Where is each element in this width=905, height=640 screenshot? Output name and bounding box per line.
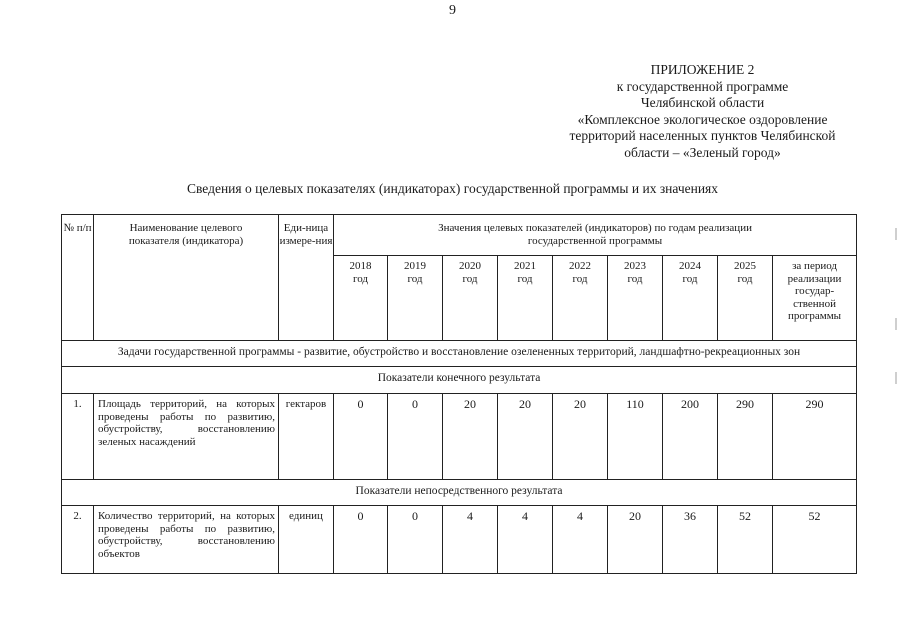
appendix-line: «Комплексное экологическое оздоровление bbox=[577, 111, 828, 127]
appendix-line: области – «Зеленый город» bbox=[624, 144, 781, 160]
row-value: 20 bbox=[553, 394, 608, 480]
header-name: Наименование целевого показателя (индикатора) bbox=[94, 215, 279, 341]
row-value: 36 bbox=[663, 506, 718, 574]
group-title: Показатели конечного результата bbox=[62, 367, 857, 394]
row-value-total: 52 bbox=[773, 506, 857, 574]
row-unit: единиц bbox=[279, 506, 334, 574]
table-row bbox=[62, 506, 857, 574]
scan-artifact bbox=[895, 372, 897, 384]
row-num: 2. bbox=[62, 506, 94, 574]
header-values-group: Значения целевых показателей (индикаторов) по годам реализации государственной программы bbox=[334, 215, 857, 256]
header-year: 2024 год bbox=[663, 256, 718, 341]
row-value: 290 bbox=[718, 394, 773, 480]
table-row bbox=[62, 394, 857, 480]
appendix-heading bbox=[500, 62, 905, 161]
appendix-line: Челябинской области bbox=[640, 95, 765, 110]
row-value: 52 bbox=[718, 506, 773, 574]
header-year: 2025 год bbox=[718, 256, 773, 341]
header-unit: Еди-ница измере-ния bbox=[279, 215, 334, 341]
row-value-total: 290 bbox=[773, 394, 857, 480]
scan-artifact bbox=[895, 318, 897, 330]
row-value: 0 bbox=[334, 394, 388, 480]
header-year: 2019 год bbox=[388, 256, 443, 341]
row-value: 20 bbox=[608, 506, 663, 574]
page-number: 9 bbox=[449, 3, 456, 18]
row-value: 20 bbox=[498, 394, 553, 480]
header-year: 2021 год bbox=[498, 256, 553, 341]
group-title: Показатели непосредственного результата bbox=[62, 480, 857, 506]
appendix-line: к государственной программе bbox=[616, 78, 789, 94]
header-row bbox=[62, 215, 857, 256]
indicators-table bbox=[61, 214, 857, 574]
header-total: за период реализации государ-ственной программы bbox=[773, 256, 857, 341]
row-name: Площадь территорий, на которых проведены работы по развитию, обустройству, восстановлению зеленых насаждений bbox=[94, 394, 279, 480]
group-row bbox=[62, 480, 857, 506]
row-num: 1. bbox=[62, 394, 94, 480]
header-year: 2018 год bbox=[334, 256, 388, 341]
section-row bbox=[62, 341, 857, 367]
header-year: 2022 год bbox=[553, 256, 608, 341]
row-value: 20 bbox=[443, 394, 498, 480]
header-year: 2020 год bbox=[443, 256, 498, 341]
row-value: 0 bbox=[388, 394, 443, 480]
row-name: Количество территорий, на которых проведены работы по развитию, обустройству, восстановлению объектов bbox=[94, 506, 279, 574]
row-value: 4 bbox=[443, 506, 498, 574]
row-value: 4 bbox=[553, 506, 608, 574]
row-value: 4 bbox=[498, 506, 553, 574]
header-num: № п/п bbox=[62, 215, 94, 341]
row-value: 0 bbox=[388, 506, 443, 574]
group-row bbox=[62, 367, 857, 394]
scan-artifact bbox=[895, 228, 897, 240]
row-value: 110 bbox=[608, 394, 663, 480]
document-title: Сведения о целевых показателях (индикаторах) государственной программы и их значениях bbox=[186, 181, 719, 196]
row-unit: гектаров bbox=[279, 394, 334, 480]
row-value: 200 bbox=[663, 394, 718, 480]
section-title: Задачи государственной программы - развитие, обустройство и восстановление озелененных территорий, ландшафтно-рекреационных зон bbox=[62, 341, 857, 367]
appendix-line: территорий населенных пунктов Челябинской bbox=[569, 128, 836, 143]
header-year: 2023 год bbox=[608, 256, 663, 341]
appendix-line: ПРИЛОЖЕНИЕ 2 bbox=[650, 62, 755, 77]
row-value: 0 bbox=[334, 506, 388, 574]
